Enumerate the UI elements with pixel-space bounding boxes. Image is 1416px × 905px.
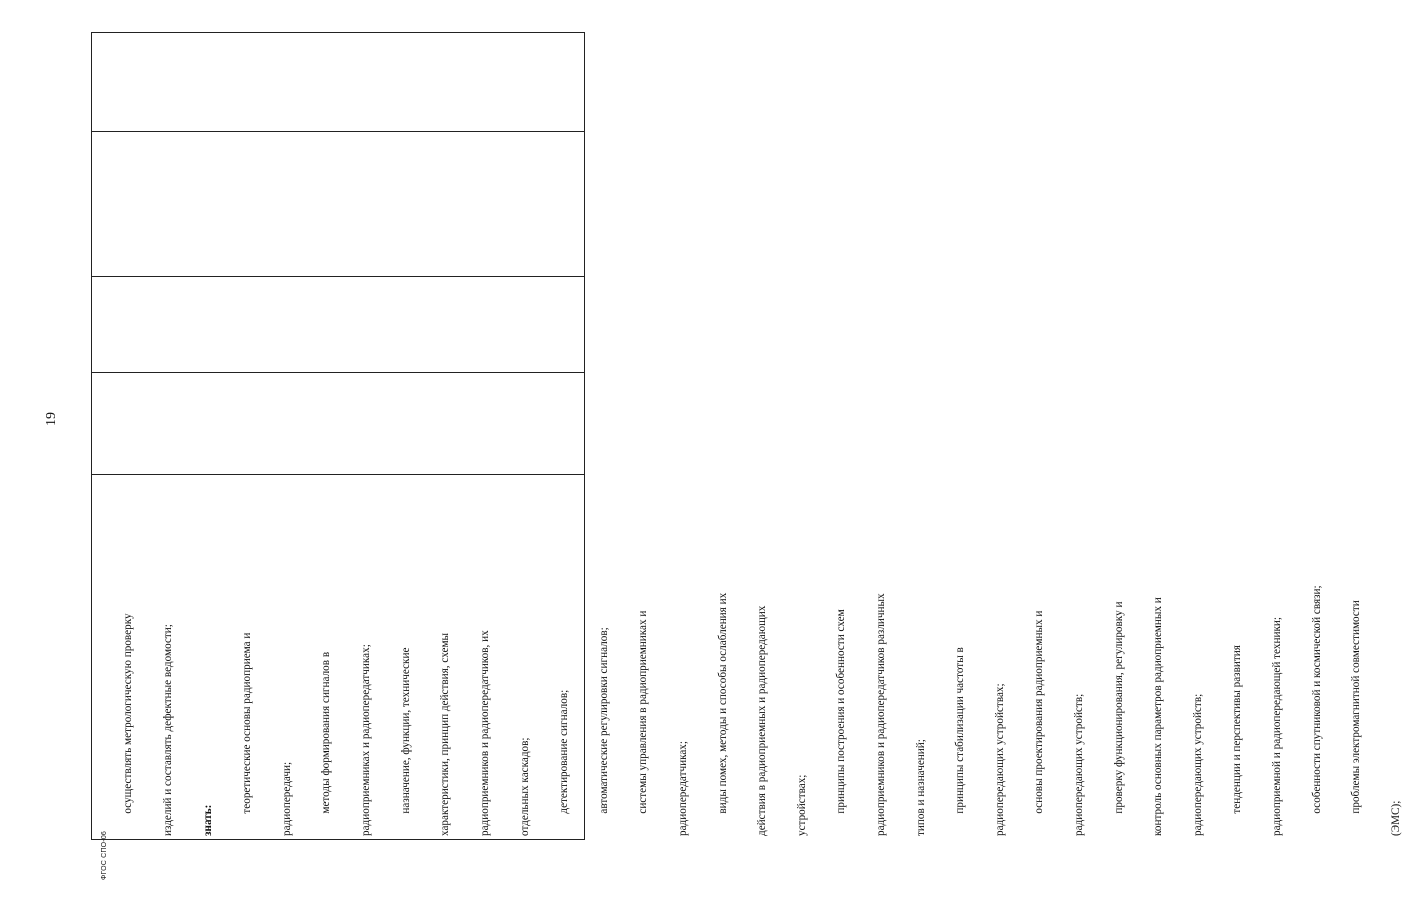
text-line: виды помех, методы и способы ослабления их — [716, 592, 729, 836]
text-line: особенности спутниковой и космической связи; — [1310, 585, 1323, 836]
text-line: проблемы электромагнитной совместимости — [1350, 600, 1363, 836]
text-line: назначение, функции, технические — [399, 647, 412, 836]
text-line: методы формирования сигналов в — [320, 651, 333, 836]
page-number: 19 — [44, 412, 59, 426]
text-line: контроль основных параметров радиоприемных и — [1152, 597, 1165, 836]
text-line: типов и назначений; — [914, 739, 927, 836]
text-line: радиопередающих устройствах; — [993, 683, 1006, 836]
text-line: основы проектирования радиоприемных и — [1033, 610, 1046, 836]
text-line: осуществлять метрологическую проверку — [122, 613, 135, 836]
text-line: характеристики, принцип действия, схемы — [439, 632, 452, 836]
text-line: теоретические основы радиоприема и — [241, 632, 254, 836]
footer-code: ФГОС СПО-06 — [101, 830, 108, 880]
text-line: радиоприемниках и радиопередатчиках; — [360, 644, 373, 836]
table-divider-2 — [92, 276, 584, 277]
text-line: радиопередатчиках; — [676, 740, 689, 836]
text-line: проверку функционирования, регулировку и — [1112, 601, 1125, 836]
text-line: изделий и составлять дефектные ведомости; — [162, 624, 175, 836]
section-heading-know: знать: — [201, 804, 214, 836]
text-line: радиопередающих устройств; — [1073, 693, 1086, 836]
text-line: радиоприемной и радиопередающей техники; — [1271, 617, 1284, 836]
text-line: устройствах; — [795, 774, 808, 836]
text-line: принципы построения и особенности схем — [835, 609, 848, 836]
table-divider-3 — [92, 372, 584, 373]
text-line: принципы стабилизации частоты в — [954, 647, 967, 836]
competency-text-block — [96, 474, 1416, 836]
table-divider-1 — [92, 131, 584, 132]
text-line: радиопередачи; — [280, 761, 293, 836]
text-line: действия в радиоприемных и радиопередающих — [756, 605, 769, 836]
text-line: детектирование сигналов; — [558, 689, 571, 836]
text-line: автоматические регулировки сигналов; — [597, 627, 610, 836]
text-line: радиопередающих устройств; — [1191, 693, 1204, 836]
text-line: отдельных каскадов; — [518, 737, 531, 836]
text-line: радиоприемников и радиопередатчиков различных — [874, 593, 887, 836]
text-line: тенденции и перспективы развития — [1231, 645, 1244, 836]
text-line: системы управления в радиоприемниках и — [637, 610, 650, 836]
text-line: (ЭМС); — [1389, 800, 1402, 836]
text-line: радиоприемников и радиопередатчиков, их — [478, 630, 491, 836]
